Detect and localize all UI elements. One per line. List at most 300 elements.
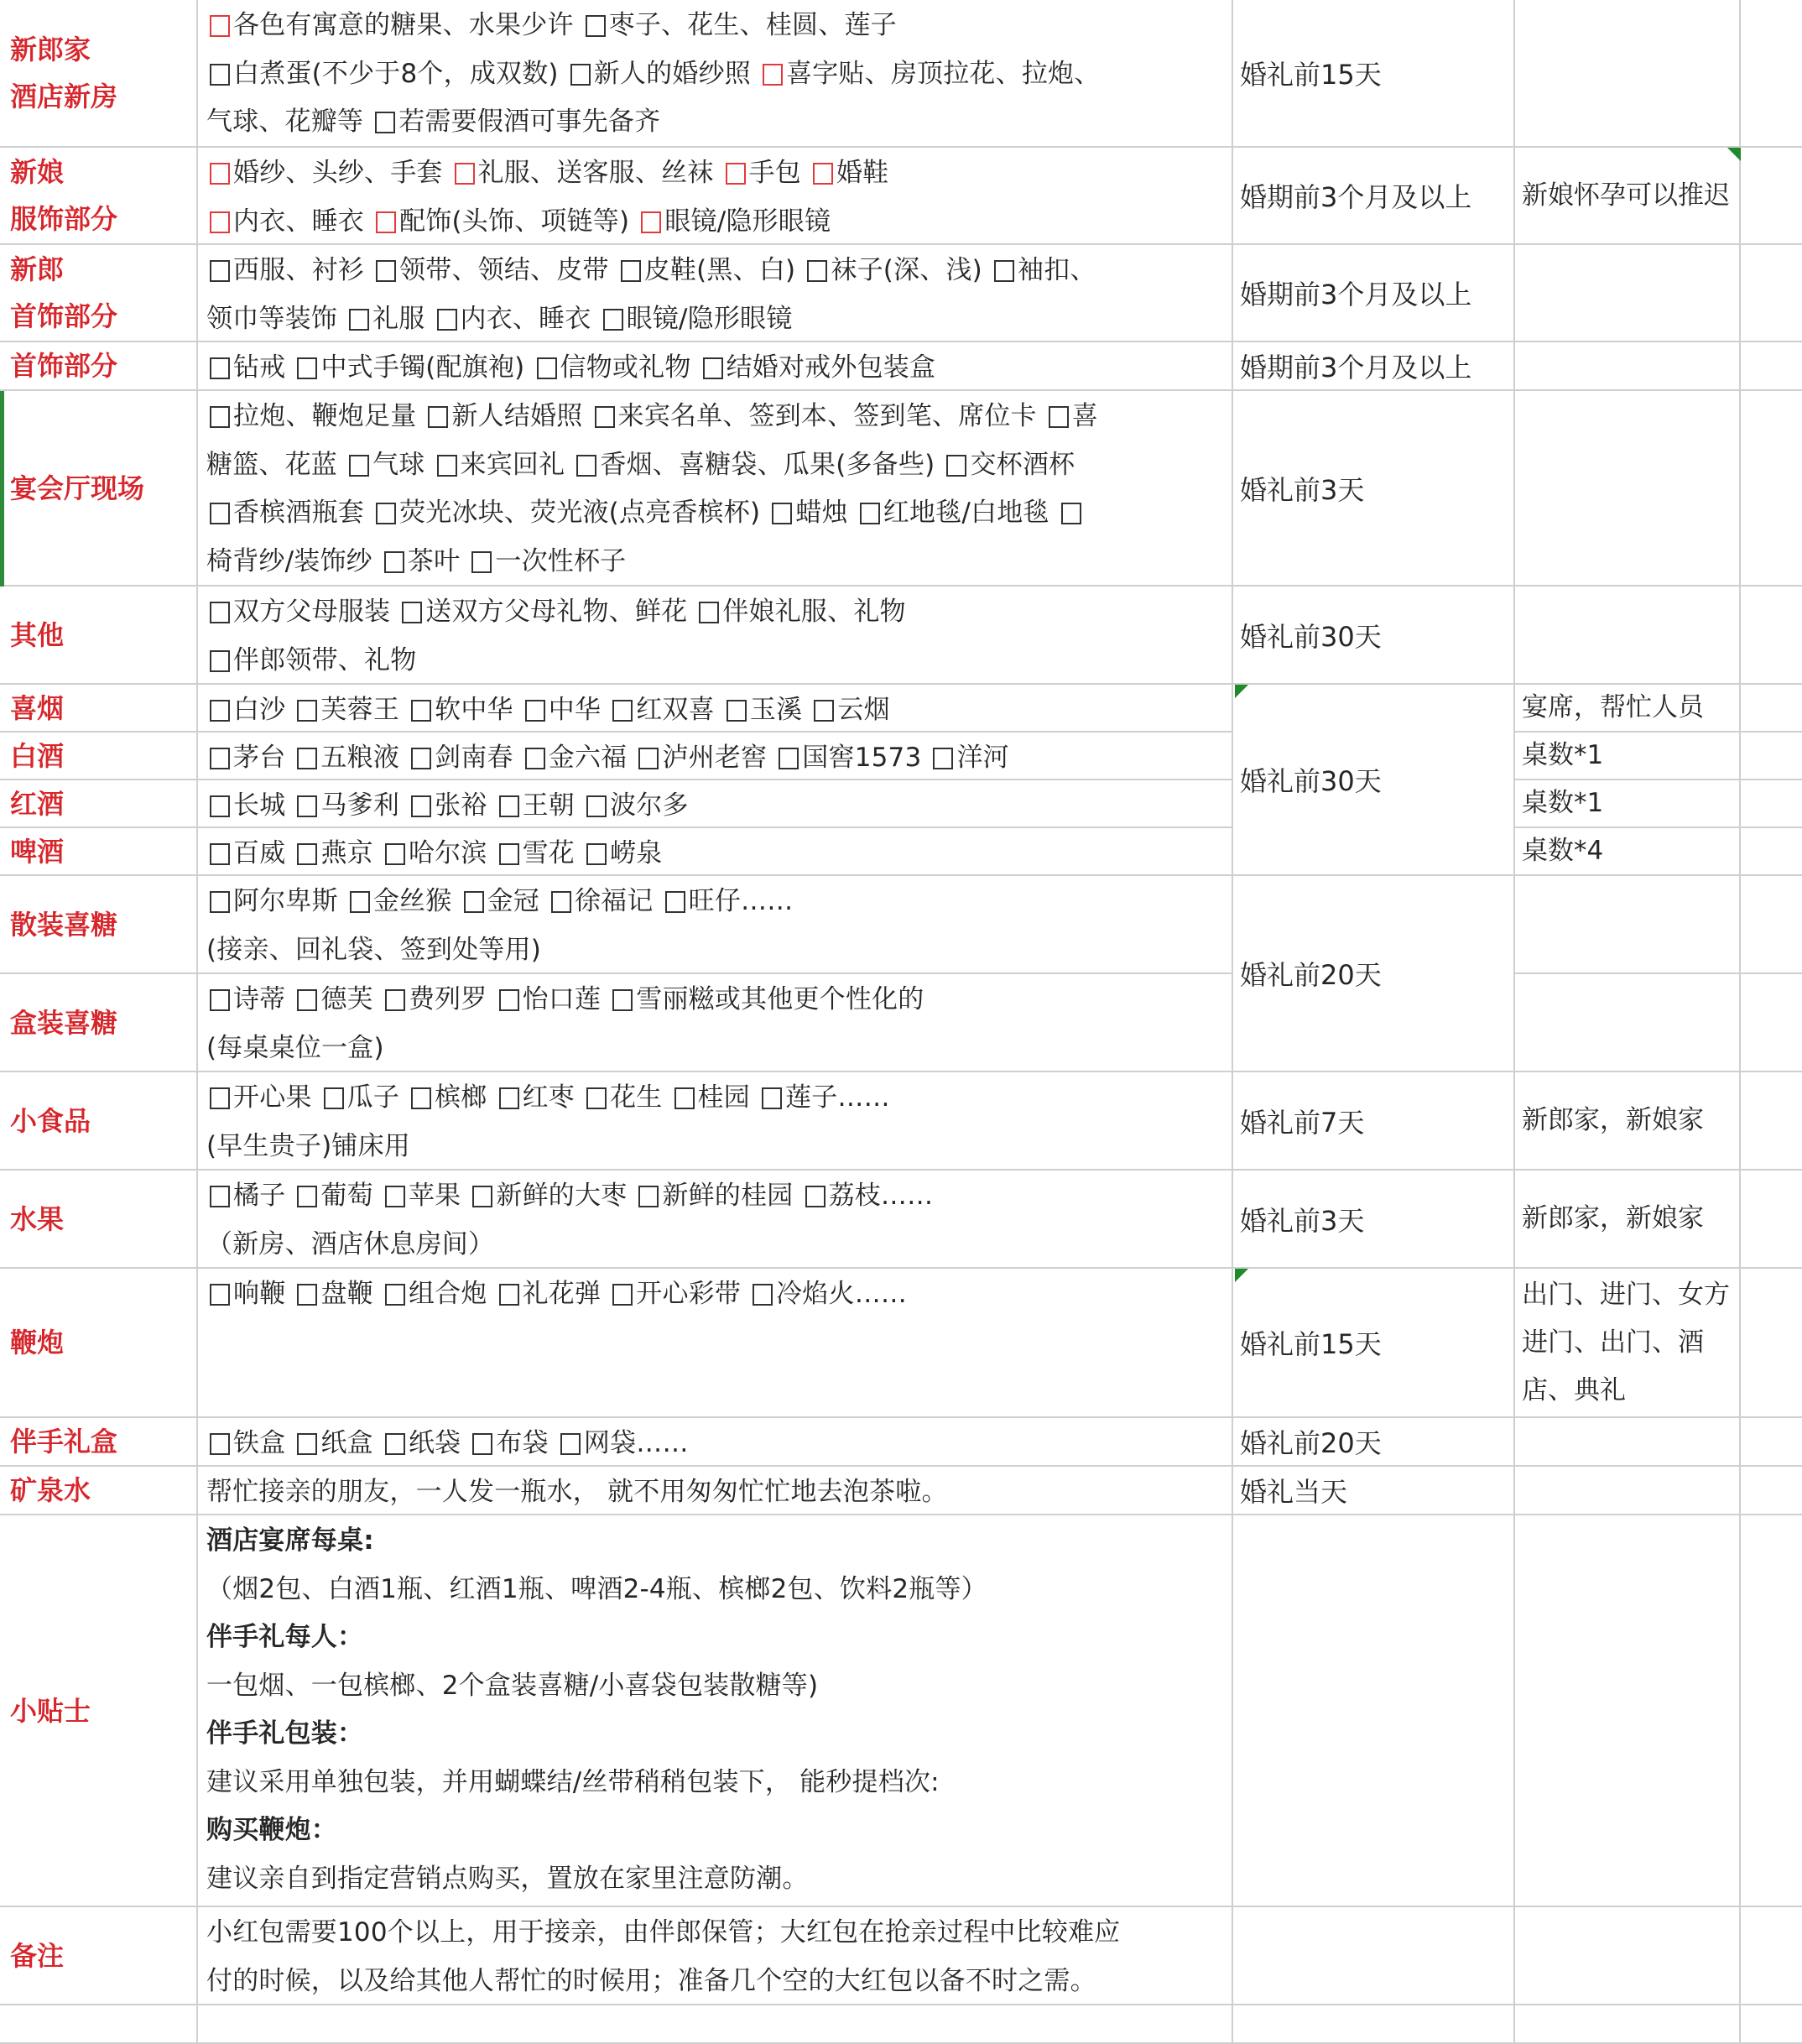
empty-cell [1741, 1072, 1802, 1169]
checkbox-icon[interactable] [297, 1433, 317, 1455]
item-line [206, 1468, 1223, 1517]
category-cell [0, 1171, 198, 1267]
item-text: 交杯酒杯 [970, 449, 1075, 480]
checkbox-icon[interactable] [560, 1433, 581, 1455]
item-text: 领带、领结、皮带 [399, 255, 617, 285]
checkbox-icon[interactable] [297, 748, 317, 769]
item-line [206, 1566, 1223, 1614]
category-cell [0, 2005, 198, 2042]
checkbox-icon[interactable] [210, 1186, 230, 1207]
checkbox-icon[interactable] [641, 211, 661, 233]
item-text: 信物或礼物 [560, 352, 700, 383]
checkbox-icon[interactable] [779, 748, 799, 769]
note-cell [1515, 685, 1741, 731]
checkbox-icon[interactable] [1049, 406, 1069, 428]
item-line [206, 1172, 1223, 1221]
checkbox-icon[interactable] [210, 1284, 230, 1306]
checkbox-icon[interactable] [210, 602, 230, 623]
item-text: 新人的婚纱照 [593, 58, 760, 89]
time-cell [1233, 391, 1515, 585]
note-label: 桌数*4 [1522, 836, 1604, 866]
checkbox-icon[interactable] [411, 795, 431, 817]
category-cell [0, 685, 198, 731]
item-text: 帮忙接亲的朋友，一人发一瓶水， 就不用匆匆忙忙地去泡茶啦。 [206, 1477, 948, 1507]
category-label: 小食品 [10, 1104, 91, 1137]
checkbox-icon[interactable] [612, 1284, 633, 1306]
item-text: 手包 [748, 158, 810, 188]
category-cell [0, 828, 198, 874]
time-cell [1233, 342, 1515, 389]
checkbox-icon[interactable] [570, 64, 591, 86]
item-text: 莲子…… [785, 1082, 890, 1113]
item-line [206, 1123, 1223, 1171]
checkbox-icon[interactable] [375, 112, 395, 133]
item-text: 开心果 [233, 1082, 320, 1113]
checkbox-icon[interactable] [499, 843, 519, 865]
item-text: 伴手礼包装： [206, 1718, 364, 1749]
checkbox-icon[interactable] [699, 602, 719, 623]
category-label: 啤酒 [10, 835, 65, 868]
item-line [206, 686, 1223, 735]
checkbox-icon[interactable] [210, 795, 230, 817]
checkbox-icon[interactable] [297, 989, 317, 1011]
note-cell [1515, 391, 1741, 585]
time-label: 婚期前3个月及以上 [1240, 181, 1472, 213]
item-line [206, 98, 1223, 147]
checkbox-icon[interactable] [551, 891, 571, 913]
item-text: 眼镜/隐形眼镜 [664, 206, 831, 237]
checkbox-icon[interactable] [349, 309, 369, 331]
checkbox-icon[interactable] [428, 406, 448, 428]
checkbox-icon[interactable] [946, 455, 966, 477]
note-cell [1515, 974, 1741, 1071]
checkbox-icon[interactable] [210, 891, 230, 913]
item-text: 怡口莲 [522, 984, 610, 1014]
item-text: 糖篮、花蓝 [206, 449, 346, 480]
checkbox-icon[interactable] [385, 1433, 405, 1455]
item-text: 购买鞭炮： [206, 1815, 337, 1845]
item-text: 拉炮、鞭炮足量 [233, 401, 425, 431]
items-cell [198, 974, 1233, 1071]
checkbox-icon[interactable] [297, 357, 317, 379]
checkbox-icon[interactable] [210, 650, 230, 672]
item-line [206, 588, 1223, 637]
checkbox-icon[interactable] [576, 455, 596, 477]
checkbox-icon[interactable] [210, 1433, 230, 1455]
checkbox-icon[interactable] [994, 260, 1014, 282]
note-cell [1515, 1171, 1741, 1267]
checkbox-icon[interactable] [210, 700, 230, 722]
checkbox-icon[interactable] [411, 1087, 431, 1109]
item-line [206, 1759, 1223, 1807]
item-text: 新鲜的大枣 [496, 1181, 636, 1211]
category-cell [0, 876, 198, 972]
item-text: 酒店宴席每桌: [206, 1525, 374, 1556]
checkbox-icon[interactable] [437, 309, 457, 331]
time-cell [1233, 1269, 1515, 1416]
item-line [206, 393, 1223, 441]
item-text: 伴郎领带、礼物 [233, 644, 417, 675]
time-label: 婚礼前20天 [1240, 959, 1382, 991]
items-cell [198, 828, 1233, 874]
checkbox-icon[interactable] [499, 795, 519, 817]
checkbox-icon[interactable] [472, 1433, 492, 1455]
checkbox-icon[interactable] [210, 406, 230, 428]
note-label: 宴席，帮忙人员 [1522, 692, 1704, 722]
item-text: 泸州老窖 [662, 743, 776, 773]
category-label: 白酒 [10, 739, 65, 772]
checkbox-icon[interactable] [933, 748, 953, 769]
note-cell [1515, 1907, 1741, 2004]
item-text: 国窖1573 [802, 743, 930, 773]
checkbox-icon[interactable] [763, 64, 783, 86]
item-text: 阿尔卑斯 [233, 886, 346, 916]
checkbox-icon[interactable] [210, 748, 230, 769]
category-cell [0, 1269, 198, 1416]
checkbox-icon[interactable] [813, 163, 833, 185]
note-cell [1515, 148, 1741, 243]
items-cell [198, 780, 1233, 826]
item-text: 红枣 [522, 1082, 584, 1113]
checkbox-icon[interactable] [472, 1186, 492, 1207]
table-row [0, 0, 1802, 148]
item-text: 金丝猴 [372, 886, 461, 916]
checkbox-icon[interactable] [210, 1087, 230, 1109]
item-text: 香烟、喜糖袋、瓜果(多备些) [600, 449, 944, 480]
checkbox-icon[interactable] [210, 260, 230, 282]
checkbox-icon[interactable] [807, 260, 827, 282]
checkbox-icon[interactable] [437, 455, 457, 477]
item-text: (每桌桌位一盒) [206, 1032, 384, 1063]
category-label: 矿泉水 [10, 1474, 91, 1506]
checkbox-icon[interactable] [376, 503, 396, 524]
note-cell [1515, 828, 1741, 874]
checkbox-icon[interactable] [674, 1087, 695, 1109]
empty-cell [1741, 1907, 1802, 2004]
table-row [0, 1418, 1802, 1467]
checkbox-icon[interactable] [703, 357, 723, 379]
item-text: 桂园 [697, 1082, 758, 1113]
items-cell [198, 245, 1233, 341]
item-text: 芙蓉王 [320, 695, 409, 725]
checkbox-icon[interactable] [297, 1186, 317, 1207]
comment-marker-icon [1727, 148, 1741, 161]
item-line [206, 1855, 1223, 1904]
comment-marker-icon [1235, 1269, 1248, 1282]
table-row [0, 876, 1802, 974]
category-cell [0, 0, 198, 146]
item-text: 喜字贴、房顶拉花、拉炮、 [786, 58, 1101, 89]
item-text: 蜡烛 [795, 498, 857, 528]
checkbox-icon[interactable] [621, 260, 641, 282]
checkbox-icon[interactable] [385, 843, 405, 865]
checkbox-icon[interactable] [772, 503, 792, 524]
item-line [206, 1025, 1223, 1073]
items-cell [198, 1072, 1233, 1169]
item-line [206, 1807, 1223, 1855]
items-cell [198, 733, 1233, 779]
item-text: 铁盒 [233, 1428, 294, 1458]
item-text: （新房、酒店休息房间） [206, 1228, 495, 1259]
item-text: （烟2包、白酒1瓶、红酒1瓶、啤酒2-4瓶、槟榔2包、饮料2瓶等） [206, 1573, 987, 1604]
category-cell [0, 245, 198, 341]
item-text: 茶叶 [407, 545, 469, 576]
item-text: 送双方父母礼物、鲜花 [425, 597, 696, 627]
item-text: 冷焰火…… [776, 1279, 908, 1309]
items-cell [198, 0, 1233, 146]
items-cell [198, 587, 1233, 683]
item-text: 瓜子 [346, 1082, 409, 1113]
item-text: 金六福 [548, 743, 636, 773]
item-text: 燕京 [320, 838, 382, 868]
checkbox-icon[interactable] [612, 700, 633, 722]
checkbox-icon[interactable] [210, 843, 230, 865]
category-cell [0, 1418, 198, 1465]
item-line [206, 149, 1223, 198]
checkbox-icon[interactable] [210, 163, 230, 185]
item-line [206, 1662, 1223, 1711]
checkbox-icon[interactable] [525, 700, 545, 722]
checkbox-icon[interactable] [324, 1087, 344, 1109]
item-text: 中式手镯(配旗袍) [320, 352, 534, 383]
checkbox-icon[interactable] [603, 309, 623, 331]
time-cell [1233, 1418, 1515, 1465]
checkbox-icon[interactable] [210, 15, 230, 37]
checkbox-icon[interactable] [762, 1087, 782, 1109]
time-label: 婚礼前3天 [1240, 473, 1365, 506]
checkbox-icon[interactable] [586, 843, 607, 865]
note-label: 新娘怀孕可以推迟 [1522, 180, 1730, 211]
table-row [0, 974, 1802, 1072]
items-cell [198, 1515, 1233, 1906]
item-text: 双方父母服装 [233, 597, 399, 627]
item-text: 槟榔 [435, 1082, 496, 1113]
item-text: 苹果 [408, 1181, 470, 1211]
table-row [0, 780, 1802, 828]
category-cell [0, 1515, 198, 1906]
checkbox-icon[interactable] [210, 989, 230, 1011]
checkbox-icon[interactable] [525, 748, 545, 769]
checkbox-icon[interactable] [537, 357, 557, 379]
item-line [206, 489, 1223, 538]
checkbox-icon[interactable] [638, 748, 659, 769]
table-row [0, 391, 1802, 587]
item-text: 德芙 [320, 984, 382, 1014]
checkbox-icon[interactable] [805, 1186, 825, 1207]
category-cell [0, 342, 198, 389]
checkbox-icon[interactable] [210, 211, 230, 233]
checkbox-icon[interactable] [210, 357, 230, 379]
items-cell [198, 876, 1233, 972]
note-label: 出门、进门、女方进门、出门、酒店、典礼 [1522, 1279, 1730, 1405]
time-cell [1233, 2005, 1515, 2042]
category-label: 首饰部分 [10, 300, 118, 332]
table-row [0, 828, 1802, 876]
checkbox-icon[interactable] [860, 503, 880, 524]
category-cell [0, 733, 198, 779]
category-label: 小贴士 [10, 1694, 91, 1727]
item-text: 内衣、睡衣 [233, 206, 373, 237]
item-text: 中华 [548, 695, 610, 725]
checkbox-icon[interactable] [297, 843, 317, 865]
empty-cell [1741, 780, 1802, 826]
note-cell [1515, 587, 1741, 683]
item-text: 诗蒂 [233, 984, 294, 1014]
item-line [206, 247, 1223, 295]
item-text: 网袋…… [583, 1428, 689, 1458]
table-row [0, 342, 1802, 391]
checkbox-icon[interactable] [499, 989, 519, 1011]
checkbox-icon[interactable] [586, 795, 607, 817]
checkbox-icon[interactable] [612, 989, 633, 1011]
item-text: 一包烟、一包槟榔、2个盒装喜糖/小喜袋包装散糖等) [206, 1670, 819, 1701]
category-cell [0, 1907, 198, 2004]
item-text: 内衣、睡衣 [460, 303, 600, 334]
checkbox-icon[interactable] [586, 1087, 607, 1109]
checkbox-icon[interactable] [384, 551, 404, 573]
checkbox-icon[interactable] [665, 891, 685, 913]
checkbox-icon[interactable] [385, 1284, 405, 1306]
empty-cell [1741, 828, 1802, 874]
item-text: 新鲜的桂园 [662, 1181, 802, 1211]
checkbox-icon[interactable] [499, 1284, 519, 1306]
items-cell [198, 391, 1233, 585]
checkbox-icon[interactable] [402, 602, 422, 623]
checkbox-icon[interactable] [297, 795, 317, 817]
checkbox-icon[interactable] [350, 891, 370, 913]
checkbox-icon[interactable] [297, 700, 317, 722]
item-line [206, 1517, 1223, 1566]
item-text: 响鞭 [233, 1279, 294, 1309]
item-text: 剑南春 [435, 743, 522, 773]
checkbox-icon[interactable] [376, 260, 396, 282]
table-row [0, 1515, 1802, 1907]
item-text: 礼服 [372, 303, 434, 334]
checkbox-icon[interactable] [385, 1186, 405, 1207]
time-label: 婚礼当天 [1240, 1476, 1348, 1508]
item-text: 马爹利 [320, 790, 409, 821]
empty-cell [1741, 876, 1802, 972]
item-line [206, 1074, 1223, 1123]
table-row [0, 2005, 1802, 2044]
item-text: 波尔多 [610, 790, 689, 821]
checkbox-icon[interactable] [814, 700, 834, 722]
item-text: 五粮液 [320, 743, 409, 773]
checkbox-icon[interactable] [471, 551, 492, 573]
checkbox-icon[interactable] [349, 455, 369, 477]
item-text: 金冠 [487, 886, 548, 916]
time-cell [1233, 1171, 1515, 1267]
item-text: 徐福记 [574, 886, 662, 916]
time-label: 婚期前3个月及以上 [1240, 352, 1472, 383]
note-cell [1515, 1515, 1741, 1906]
item-text: 橘子 [233, 1181, 294, 1211]
item-text: 雪丽糍或其他更个性化的 [636, 984, 924, 1014]
note-label: 新郎家，新娘家 [1522, 1203, 1704, 1233]
note-label: 桌数*1 [1522, 740, 1604, 770]
time-cell [1233, 1515, 1515, 1906]
items-cell [198, 1467, 1233, 1514]
checkbox-icon[interactable] [1061, 503, 1081, 524]
checkbox-icon[interactable] [727, 700, 747, 722]
category-label: 伴手礼盒 [10, 1426, 118, 1457]
items-cell [198, 1418, 1233, 1465]
item-text: (接亲、回礼袋、签到处等用) [206, 934, 541, 965]
category-label: 散装喜糖 [10, 908, 118, 941]
time-cell-merged [1233, 876, 1515, 1072]
checkbox-icon[interactable] [586, 15, 606, 37]
time-cell [1233, 148, 1515, 243]
checkbox-icon[interactable] [595, 406, 615, 428]
empty-cell [1741, 587, 1802, 683]
item-line [206, 1420, 1223, 1468]
checkbox-icon[interactable] [726, 163, 746, 185]
checkbox-icon[interactable] [753, 1284, 773, 1306]
category-label: 新娘 [10, 156, 65, 188]
table-row [0, 733, 1802, 780]
note-cell [1515, 1072, 1741, 1169]
checkbox-icon[interactable] [376, 211, 396, 233]
checkbox-icon[interactable] [297, 1284, 317, 1306]
table-row [0, 1072, 1802, 1171]
item-text: 盘鞭 [320, 1279, 382, 1309]
category-cell [0, 1072, 198, 1169]
item-text: 喜 [1071, 401, 1098, 431]
empty-cell [1741, 733, 1802, 779]
category-cell [0, 1467, 198, 1514]
checkbox-icon[interactable] [210, 64, 230, 86]
item-text: 椅背纱/装饰纱 [206, 545, 381, 576]
items-cell [198, 1907, 1233, 2004]
checkbox-icon[interactable] [464, 891, 484, 913]
empty-cell [1741, 974, 1802, 1071]
note-label: 新郎家，新娘家 [1522, 1105, 1704, 1135]
time-label: 婚礼前30天 [1240, 765, 1382, 797]
item-text: 红双喜 [636, 695, 723, 725]
time-cell [1233, 587, 1515, 683]
checkbox-icon[interactable] [411, 748, 431, 769]
item-text: 长城 [233, 790, 294, 821]
checkbox-icon[interactable] [385, 989, 405, 1011]
item-text: (早生贵子)铺床用 [206, 1130, 410, 1161]
item-text: 钻戒 [233, 352, 294, 383]
item-text: 袖扣、 [1018, 255, 1096, 285]
item-text: 皮鞋(黑、白) [643, 255, 805, 285]
category-label: 服饰部分 [10, 203, 118, 235]
item-text: 百威 [233, 838, 294, 868]
empty-cell [1741, 685, 1802, 731]
checkbox-icon[interactable] [638, 1186, 659, 1207]
item-line [206, 976, 1223, 1025]
item-text: 气球 [372, 449, 434, 480]
item-text: 领巾等装饰 [206, 303, 346, 334]
checkbox-icon[interactable] [210, 503, 230, 524]
checkbox-icon[interactable] [499, 1087, 519, 1109]
item-text: 各色有寓意的糖果、水果少许 [233, 10, 582, 40]
empty-cell [1741, 0, 1802, 146]
comment-marker-icon [1235, 685, 1248, 698]
item-text: 纸盒 [320, 1428, 382, 1458]
item-line [206, 295, 1223, 344]
items-cell [198, 342, 1233, 389]
time-cell [1233, 245, 1515, 341]
note-cell [1515, 2005, 1741, 2042]
item-text: 来宾名单、签到本、签到笔、席位卡 [617, 401, 1045, 431]
item-text: 王朝 [522, 790, 584, 821]
checkbox-icon[interactable] [411, 700, 431, 722]
item-line [206, 1270, 1223, 1319]
checkbox-icon[interactable] [455, 163, 475, 185]
